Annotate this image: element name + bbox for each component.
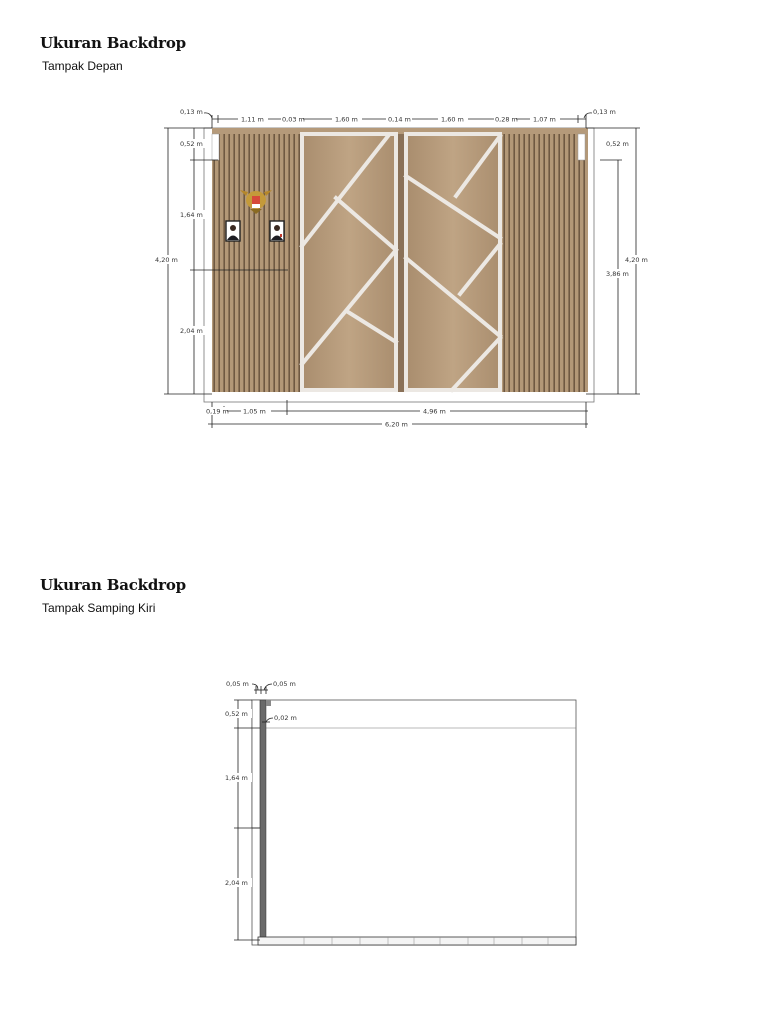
side-outline	[252, 700, 576, 945]
side-base	[258, 937, 576, 945]
dim-right-top: 0,52 m	[606, 140, 629, 148]
dim-seg6: 0,28 m	[495, 115, 518, 124]
front-view-subtitle: Tampak Depan	[42, 59, 123, 73]
dim-seg7: 1,07 m	[533, 115, 556, 124]
dim-left-total: 4,20 m	[155, 256, 178, 264]
side-view-drawing	[0, 660, 768, 960]
dim-bottom-a: 0,19 m	[206, 407, 229, 416]
side-dim-inner: 0,02 m	[274, 714, 297, 722]
right-slat-panel	[502, 134, 588, 392]
dim-seg2: 0,03 m	[282, 115, 305, 124]
side-backdrop-cap	[266, 700, 271, 706]
side-view-heading: Ukuran Backdrop	[40, 576, 186, 594]
dim-left-top: 0,52 m	[180, 140, 203, 148]
side-backdrop-panel	[260, 700, 266, 938]
side-dim-left-mid: 1,64 m	[225, 774, 248, 782]
dim-seg4: 0,14 m	[388, 115, 411, 124]
right-post	[578, 134, 585, 160]
dim-seg5: 1,60 m	[441, 115, 464, 124]
top-rail	[212, 128, 588, 134]
dim-seg1: 1,11 m	[241, 115, 264, 124]
side-dim-left-top: 0,52 m	[225, 710, 248, 718]
dim-right-total: 4,20 m	[625, 256, 648, 264]
portrait-left	[226, 221, 240, 241]
side-dim-top-a: 0,05 m	[226, 680, 249, 688]
side-dim-top-b: 0,05 m	[273, 680, 296, 688]
dim-bottom-c: 4,96 m	[423, 407, 446, 416]
portrait-right	[270, 221, 284, 241]
dim-top-left-gap: 0,13 m	[180, 108, 203, 116]
dim-seg3: 1,60 m	[335, 115, 358, 124]
left-post	[212, 134, 219, 160]
side-upper-post	[252, 700, 260, 828]
front-view-drawing	[0, 0, 768, 440]
dim-right-inner: 3,86 m	[606, 270, 629, 278]
side-dim-left-bottom: 2,04 m	[225, 879, 248, 887]
center-gap	[398, 134, 404, 392]
side-view-subtitle: Tampak Samping Kiri	[42, 601, 156, 615]
dim-bottom-b: 1,05 m	[243, 407, 266, 416]
dim-left-bottom: 2,04 m	[180, 327, 203, 335]
dim-top-right-gap: 0,13 m	[593, 108, 616, 116]
front-view-heading: Ukuran Backdrop	[40, 34, 186, 52]
dim-bottom-total: 6,20 m	[385, 420, 408, 429]
dim-left-mid: 1,64 m	[180, 211, 203, 219]
left-slat-panel	[212, 134, 300, 392]
